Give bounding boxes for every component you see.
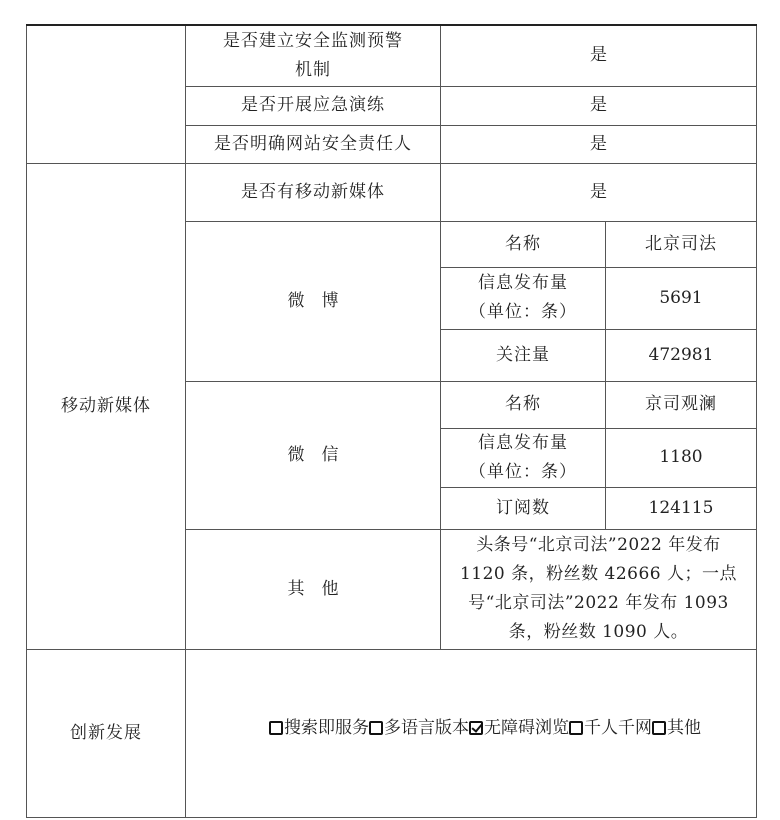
label-line: 信息发布量 <box>478 432 568 453</box>
label-line: 是否建立安全监测预警 <box>223 30 403 51</box>
text-line: 条，粉丝数 1090 人。 <box>508 622 689 642</box>
option-multilingual[interactable] <box>369 714 469 743</box>
innovation-options <box>186 649 757 817</box>
emergency-drill-label: 是否开展应急演练 <box>186 86 441 125</box>
table-row <box>27 163 757 221</box>
wechat-name-value: 京司观澜 <box>606 381 757 428</box>
security-officer-value: 是 <box>441 125 757 163</box>
weibo-followers-value: 472981 <box>606 329 757 381</box>
mobile-media-section-label: 移动新媒体 <box>27 163 186 649</box>
monitoring-warning-label <box>186 25 441 86</box>
label-line: （单位：条） <box>469 302 577 322</box>
other-label: 其 他 <box>186 529 441 649</box>
table-row <box>27 649 757 817</box>
wechat-subscribers-value: 124115 <box>606 487 757 529</box>
option-label: 其他 <box>667 717 701 738</box>
weibo-posts-label <box>441 267 606 329</box>
option-accessibility[interactable] <box>469 714 569 743</box>
label-line: 信息发布量 <box>478 273 568 293</box>
wechat-posts-value: 1180 <box>606 428 757 487</box>
emergency-drill-value: 是 <box>441 86 757 125</box>
wechat-name-label: 名称 <box>441 381 606 428</box>
checkbox-unchecked-icon[interactable] <box>652 721 666 735</box>
wechat-subscribers-label: 订阅数 <box>441 487 606 529</box>
weibo-name-label: 名称 <box>441 221 606 267</box>
checkbox-unchecked-icon[interactable] <box>369 721 383 735</box>
weibo-label: 微 博 <box>186 221 441 381</box>
innovation-checkbox-group <box>192 714 750 743</box>
option-label: 多语言版本 <box>384 717 469 738</box>
other-description <box>441 529 757 649</box>
section-label-empty <box>27 25 186 163</box>
label-line: 机制 <box>295 59 331 80</box>
option-search-as-service[interactable] <box>269 714 369 743</box>
innovation-section-label: 创新发展 <box>27 649 186 817</box>
table-row <box>27 25 757 86</box>
wechat-posts-label <box>441 428 606 487</box>
text-line: 1120 条，粉丝数 42666 人；一点 <box>459 564 738 584</box>
checkbox-unchecked-icon[interactable] <box>269 721 283 735</box>
checkbox-unchecked-icon[interactable] <box>569 721 583 735</box>
has-mobile-media-label: 是否有移动新媒体 <box>186 163 441 221</box>
monitoring-warning-value: 是 <box>441 25 757 86</box>
option-personalized[interactable] <box>569 714 652 743</box>
text-line: 头条号“北京司法”2022 年发布 <box>476 535 721 555</box>
report-table <box>26 24 757 818</box>
checkbox-checked-icon[interactable] <box>469 721 483 735</box>
option-other[interactable] <box>652 714 701 743</box>
has-mobile-media-value: 是 <box>441 163 757 221</box>
option-label: 千人千网 <box>584 717 652 738</box>
weibo-followers-label: 关注量 <box>441 329 606 381</box>
weibo-name-value: 北京司法 <box>606 221 757 267</box>
security-officer-label: 是否明确网站安全责任人 <box>186 125 441 163</box>
label-line: （单位：条） <box>469 461 577 482</box>
weibo-posts-value: 5691 <box>606 267 757 329</box>
option-label: 无障碍浏览 <box>484 717 569 738</box>
wechat-label: 微 信 <box>186 381 441 529</box>
option-label: 搜索即服务 <box>284 717 369 738</box>
text-line: 号“北京司法”2022 年发布 1093 <box>468 593 729 613</box>
